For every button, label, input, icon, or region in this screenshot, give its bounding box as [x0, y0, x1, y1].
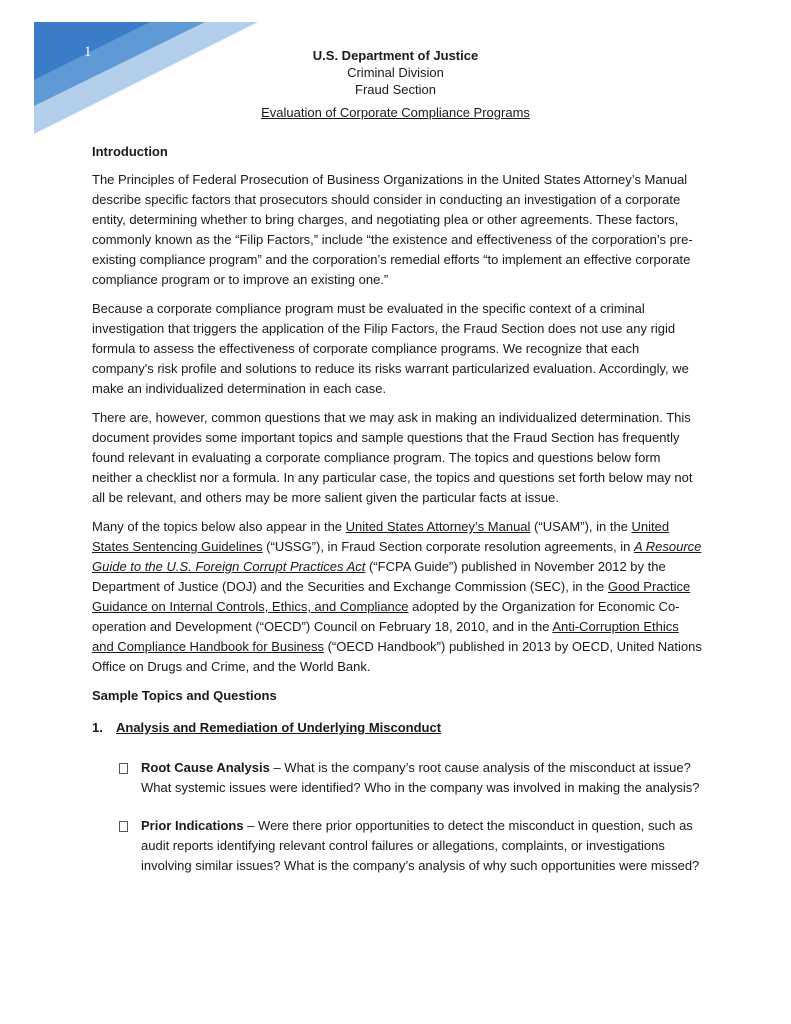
bullet-text	[141, 816, 702, 876]
document-title: Evaluation of Corporate Compliance Programs	[261, 105, 530, 120]
intro-paragraph-1: The Principles of Federal Prosecution of Business Organizations in the United States Attorney’s Manual describe specific factors that prosecutors should consider in conducting an investigation of a corporate entity, determining whether to bring charges, and negotiating plea or other agreements. These factors, commonly known as the “Filip Factors,” include “the existence and effectiveness of the corporation’s pre-existing compliance program” and the corporation’s remedial efforts “to implement an effective corporate compliance program or to improve an existing one.”	[92, 172, 693, 287]
section-name: Fraud Section	[355, 82, 436, 97]
link-usam[interactable]: United States Attorney’s Manual	[345, 519, 531, 534]
link-oecd-handbook[interactable]: Anti-Corruption Ethics and Compliance Handbook for Business	[92, 619, 679, 654]
division-name: Criminal Division	[347, 65, 444, 80]
p4-text-2: (“USAM”), in the	[530, 519, 632, 534]
sample-topics-heading: Sample Topics and Questions	[92, 688, 277, 703]
p4-text-3: (“USSG”), in Fraud Section corporate resolution agreements, in	[262, 539, 634, 554]
p4-text-1: Many of the topics below also appear in the	[92, 519, 346, 534]
checkbox-icon	[119, 821, 128, 832]
p4-text-4: (“FCPA Guide”) published in November 2012 by the Department of Justice (DOJ) and the Securities and Exchange Commission (SEC), in the	[92, 559, 666, 594]
document-body	[92, 142, 702, 894]
link-ussg[interactable]: United States Sentencing Guidelines	[92, 519, 670, 554]
p4-text-6: (“OECD Handbook”) published in 2013 by OECD, United Nations Office on Drugs and Crime, and the World Bank.	[92, 639, 702, 674]
intro-paragraph-4	[92, 517, 702, 677]
bullet-term: Root Cause Analysis	[141, 760, 270, 775]
bullet-prior-indications	[119, 816, 702, 876]
bullet-root-cause	[119, 758, 702, 798]
section-1-title: Analysis and Remediation of Underlying Misconduct	[116, 720, 442, 735]
bullet-description: – What is the company’s root cause analysis of the misconduct at issue? What systemic issues were identified? Who in the company was involved in making the analysis?	[141, 760, 700, 795]
bullet-term: Prior Indications	[141, 818, 244, 833]
agency-name: U.S. Department of Justice	[312, 48, 479, 63]
intro-paragraph-2: Because a corporate compliance program must be evaluated in the specific context of a criminal investigation that triggers the application of the Filip Factors, the Fraud Section does not use any rigid formula to assess the effectiveness of corporate compliance programs. We recognize that each company's risk profile and solutions to reduce its risks warrant particularized evaluation. Accordingly, we make an individualized determination in each case.	[92, 301, 689, 396]
introduction-heading: Introduction	[92, 144, 168, 159]
link-fcpa-guide[interactable]: A Resource Guide to the U.S. Foreign Corrupt Practices Act	[92, 539, 702, 574]
page-number: 1	[84, 44, 92, 60]
checkbox-icon	[119, 763, 128, 774]
document-header	[0, 47, 791, 121]
section-1-heading	[92, 718, 702, 738]
p4-text-5: adopted by the Organization for Economic Co-operation and Development (“OECD”) Council on February 18, 2010, and in the	[92, 599, 680, 634]
intro-paragraph-3: There are, however, common questions that we may ask in making an individualized determination. This document provides some important topics and sample questions that the Fraud Section has frequently found relevant in evaluating a corporate compliance program. The topics and questions below form neither a checklist nor a formula. In any particular case, the topics and questions set forth below may not all be relevant, and others may be more salient given the particular facts at issue.	[92, 410, 693, 505]
link-oecd-good-practice[interactable]: Good Practice Guidance on Internal Controls, Ethics, and Compliance	[92, 579, 691, 614]
section-1-number: 1.	[92, 720, 103, 735]
bullet-text	[141, 758, 702, 798]
bullet-description: – Were there prior opportunities to detect the misconduct in question, such as audit reports identifying relevant control failures or allegations, complaints, or investigations involving similar issues? What is the company’s analysis of why such opportunities were missed?	[141, 818, 700, 873]
